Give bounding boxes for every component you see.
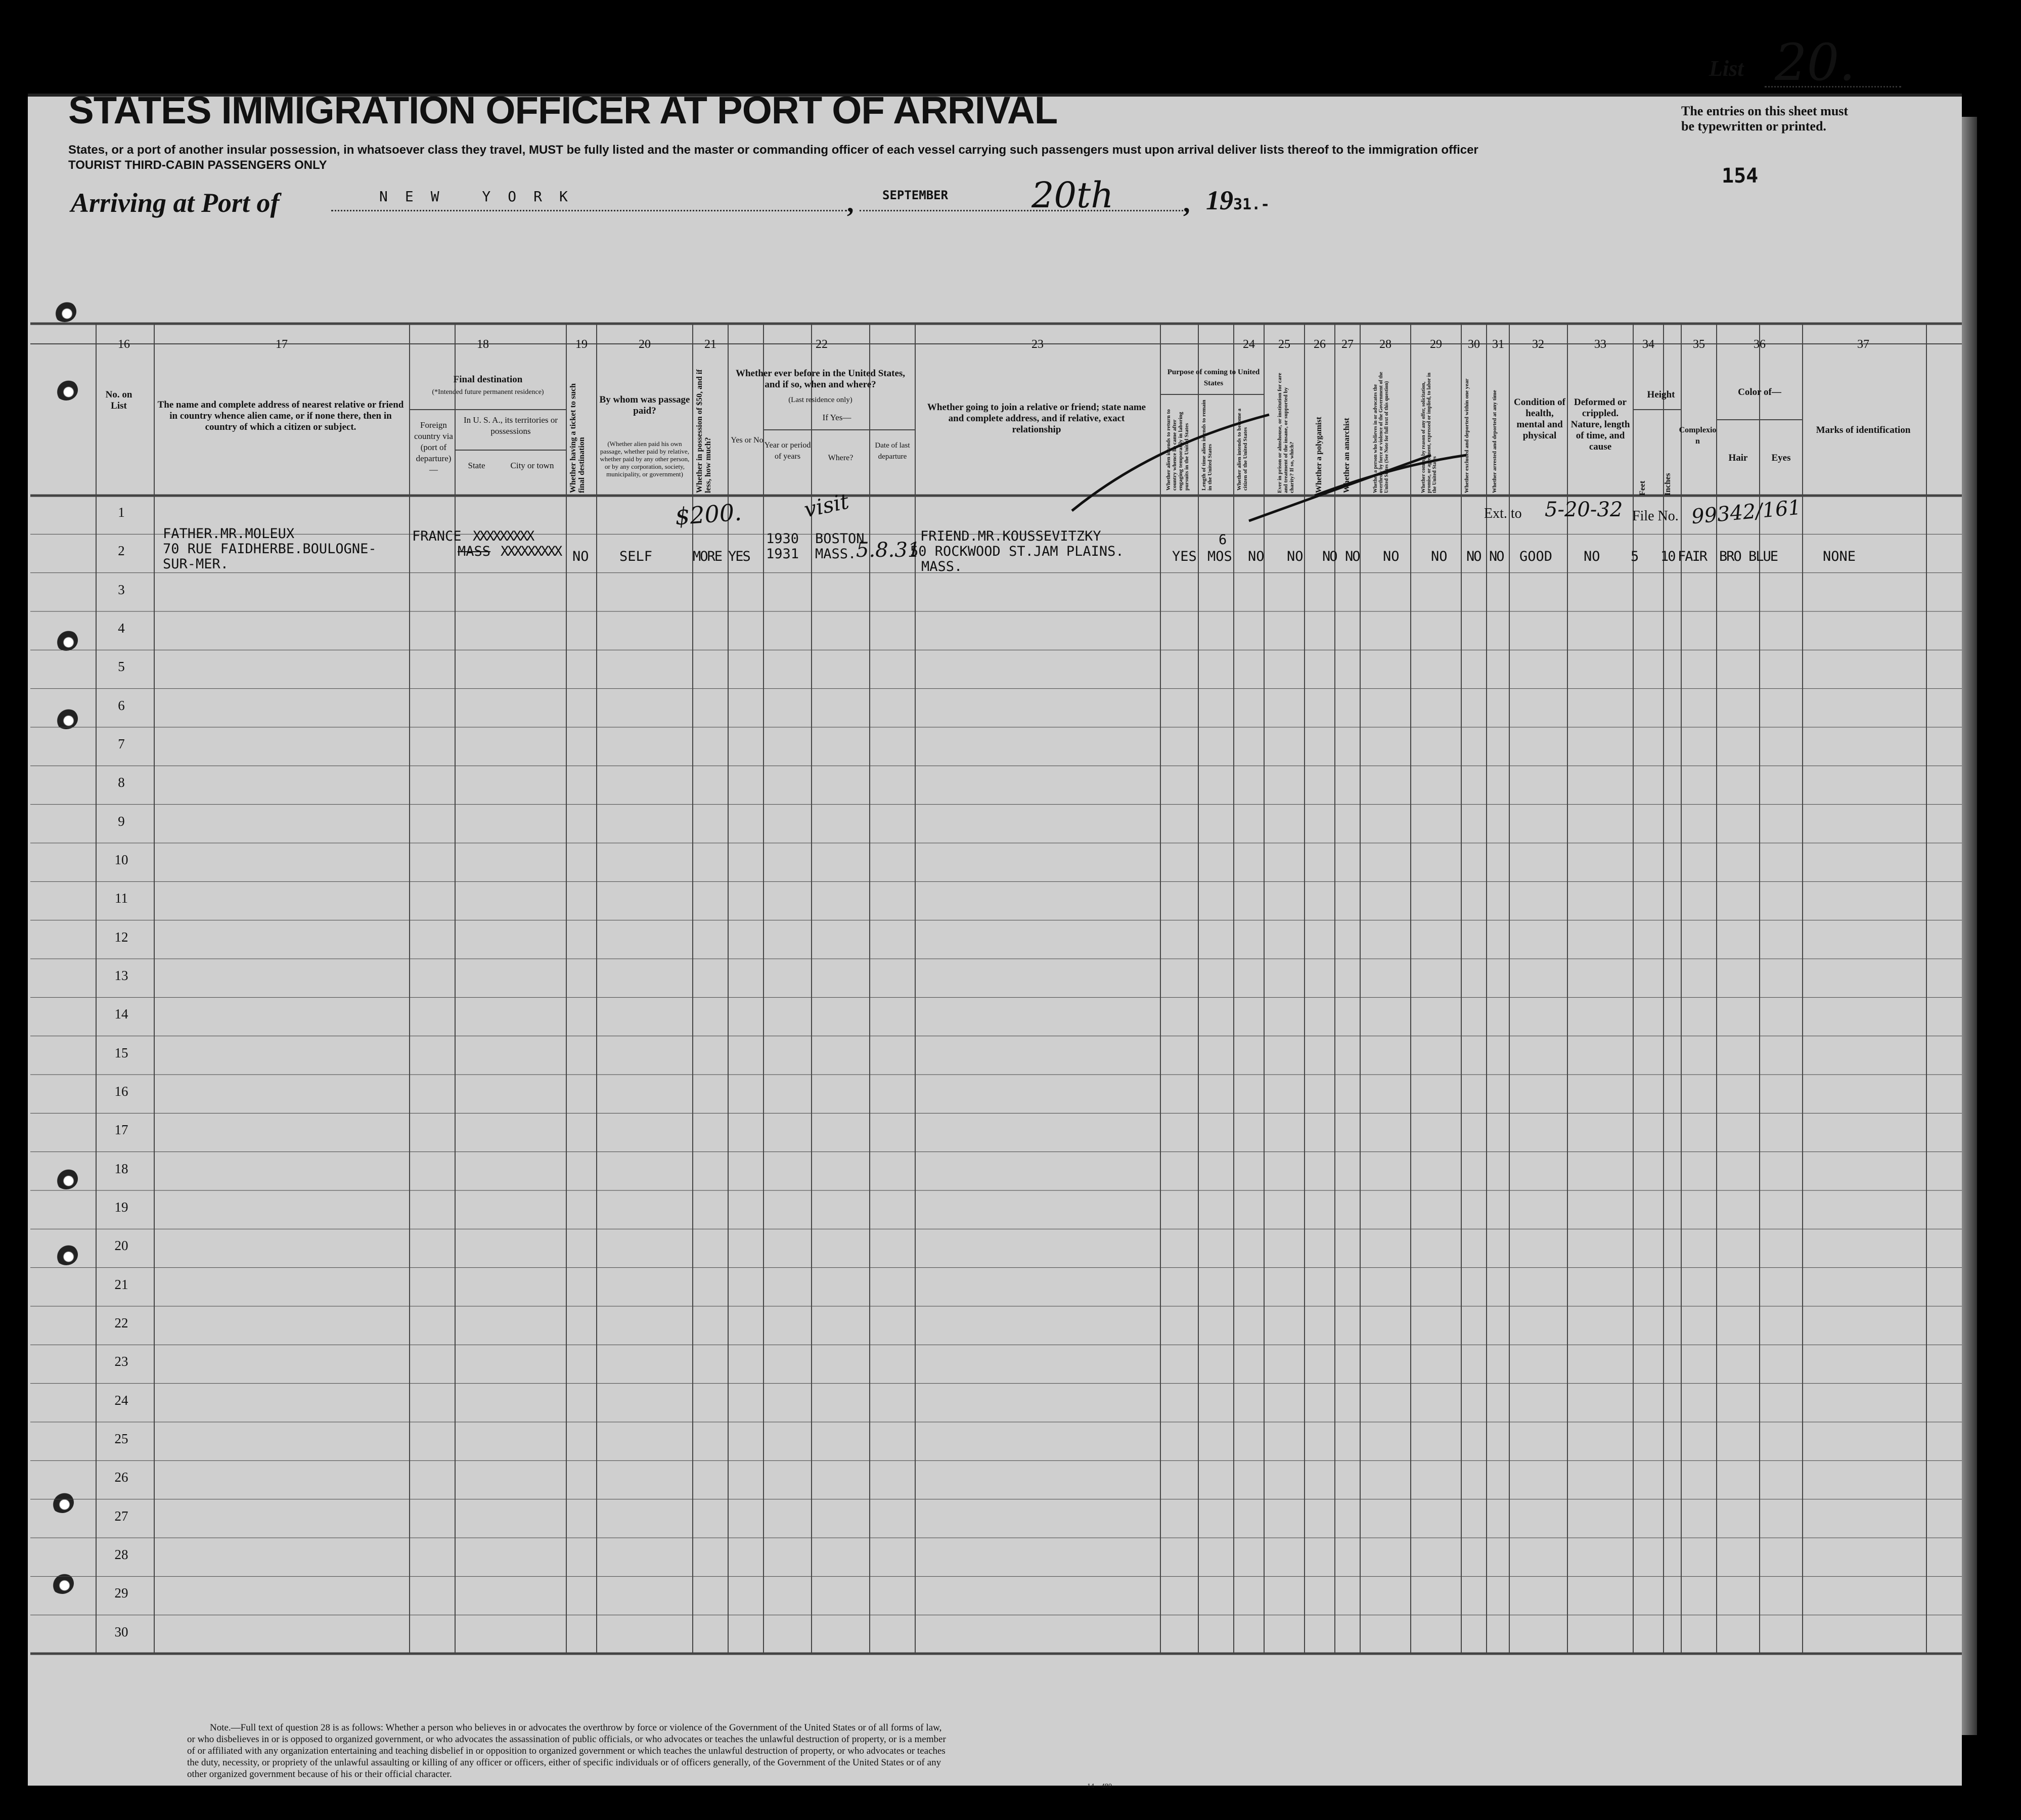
purpose-return: YES xyxy=(1172,549,1197,564)
money-handwritten: $200. xyxy=(674,498,743,530)
header-color-of: Color of— xyxy=(1738,387,1781,397)
footnote-line: Note.—Full text of question 28 is as follows: Whether a person who believes in or advocates the overthrow by force or violence of the Government of the United States or of all forms of law, xyxy=(210,1722,942,1733)
header-passage-paid-note: (Whether alien paid his own passage, whether paid by relative, whether paid by any other person, or by any corporation, society, municipality, or government) xyxy=(600,440,690,478)
row-number: 9 xyxy=(118,813,125,829)
row-number: 20 xyxy=(114,1238,128,1254)
row-number: 18 xyxy=(114,1161,128,1176)
relative-address-city: SUR-MER. xyxy=(163,556,229,572)
column-number: 36 xyxy=(1754,338,1766,351)
column-number: 20 xyxy=(639,338,651,351)
arrival-day: 20th xyxy=(1031,174,1114,216)
health-answer: GOOD xyxy=(1519,549,1553,564)
ticket-answer: NO xyxy=(572,549,589,564)
column-number: 25 xyxy=(1278,338,1290,351)
header-date-last-departure: Date of last departure xyxy=(875,441,910,461)
destination-crossed-out: XXXXXXXXX xyxy=(473,528,533,544)
row-number: 2 xyxy=(118,543,125,559)
row-number: 25 xyxy=(114,1431,128,1446)
row-number: 17 xyxy=(114,1122,128,1138)
joining-name: FRIEND.MR.KOUSSEVITZKY xyxy=(920,528,1101,544)
column-number: 16 xyxy=(118,338,130,351)
header-possession-50: Whether in possession of $50, and if less, how much? xyxy=(695,369,712,493)
before-in-us-answer: YES xyxy=(728,549,750,564)
foreign-country: FRANCE xyxy=(412,528,462,544)
row-number: 3 xyxy=(118,582,125,597)
page-number: 154 xyxy=(1722,164,1759,188)
row-number: 11 xyxy=(115,891,128,906)
header-state: State xyxy=(468,461,485,470)
comma: , xyxy=(1183,188,1190,218)
file-number-label: File No. xyxy=(1632,508,1679,524)
row-number: 8 xyxy=(118,775,125,790)
instructions-line: States, or a port of another insular possession, in whatsoever class they travel, MUST be fully listed and the master or commanding officer of each vessel carrying such passengers must upon arrival deliver lists thereof to the immigration officer xyxy=(68,143,1478,157)
header-joining: Whether going to join a relative or friend; state name and complete address, and if relative, exact relationship xyxy=(927,402,1146,435)
file-number: 99342/161 xyxy=(1690,496,1802,529)
column-number: 24 xyxy=(1243,338,1255,351)
column-number: 30 xyxy=(1468,338,1480,351)
column-number: 19 xyxy=(575,338,588,351)
column-number: 29 xyxy=(1430,338,1442,351)
header-where: Where? xyxy=(828,454,854,462)
column-number: 32 xyxy=(1532,338,1544,351)
row-number: 15 xyxy=(114,1045,128,1060)
intends-citizen: NO xyxy=(1248,549,1265,564)
header-q28-overthrow: Whether a person who believes in or advocates the overthrow by force or violence of the Government of the United States (See Note for full text of this question) xyxy=(1373,372,1389,493)
header-eyes: Eyes xyxy=(1771,453,1791,463)
header-final-destination: Final destination xyxy=(453,374,523,385)
prison-answer: NO xyxy=(1287,549,1304,564)
header-ticket: Whether having a ticket to such final destination xyxy=(569,383,586,493)
row-number: 5 xyxy=(118,659,125,675)
joining-address-state: MASS. xyxy=(921,559,963,574)
header-foreign-country: Foreign country via (port of departure)— xyxy=(414,420,453,474)
q31-answer: NO xyxy=(1489,549,1504,564)
header-relative-abroad: The name and complete address of nearest relative or friend in country whence alien came, or if none there, then in country of which a citizen or subject. xyxy=(157,399,404,432)
header-purpose-length: Length of time alien intends to remain in the United States xyxy=(1201,399,1213,491)
visit-handwritten: visit xyxy=(801,489,851,522)
header-q31-arrested: Whether arrested and deported at any time xyxy=(1492,390,1498,493)
footnote-line: or who disbelieves in or is opposed to organized government, or who advocates the assassination of public officials, or who advocates or teaches the unlawful destruction of property, or is a member xyxy=(187,1734,946,1745)
typewritten-note: The entries on this sheet must xyxy=(1681,104,1849,118)
row-number: 1 xyxy=(118,505,125,520)
arrival-port: NEW YORK xyxy=(379,188,585,205)
header-health: Condition of health, mental and physical xyxy=(1514,397,1565,441)
header-q30-excluded: Whether excluded and deported within one year xyxy=(1464,378,1470,493)
arrival-month: SEPTEMBER xyxy=(882,188,949,202)
header-hair: Hair xyxy=(1728,453,1748,463)
column-number: 21 xyxy=(704,338,716,351)
footnote-line: of or affiliated with any organization entertaining and teaching disbelief in or opposition to organized government or which teaches the unlawful destruction of property, or who advocates or teaches xyxy=(187,1746,946,1756)
header-q27-anarchist: Whether an anarchist xyxy=(1342,418,1351,493)
row-number: 28 xyxy=(114,1547,128,1562)
header-marks: Marks of identification xyxy=(1816,425,1911,435)
header-before-in-us-note: (Last residence only) xyxy=(788,396,852,404)
year-1: 1930 xyxy=(766,531,799,547)
row-number: 12 xyxy=(114,929,128,945)
header-complexion: Complexion xyxy=(1679,426,1717,446)
destination-city-crossed-out: XXXXXXXXX xyxy=(501,544,561,559)
header-q25-prison: Ever in prison or almshouse, or institution for care and treatment of the insane, or supported by charity? If so, which? xyxy=(1277,373,1295,493)
column-number: 37 xyxy=(1857,338,1869,351)
arrival-year: 1931.- xyxy=(1206,185,1270,215)
form-code: 14—480 xyxy=(1087,1783,1112,1790)
footnote-line: the duty, necessity, or propriety of the unlawful assaulting or killing of any officer or officers, either of specific individuals or of officers generally, of the Government of the United States or of any xyxy=(187,1757,941,1768)
handwritten-check-stroke xyxy=(1249,455,1431,521)
column-number: 18 xyxy=(477,338,489,351)
column-number: 33 xyxy=(1594,338,1606,351)
row-number: 22 xyxy=(114,1315,128,1330)
extension-date: 5-20-32 xyxy=(1545,498,1623,521)
row-number: 29 xyxy=(114,1585,128,1601)
joining-address: 50 ROCKWOOD ST.JAM PLAINS. xyxy=(910,544,1124,559)
row-number: 23 xyxy=(114,1354,128,1369)
header-deformed: Deformed or crippled. Nature, length of time, and cause xyxy=(1570,397,1630,452)
header-before-in-us: Whether ever before in the United States, and if so, when and where? xyxy=(735,368,906,390)
header-inches: Inches xyxy=(1664,473,1672,496)
destination-state: MASS xyxy=(458,544,491,559)
header-passage-paid: By whom was passage paid? xyxy=(599,394,690,416)
footnote-line: other organized government because of his or their official character. xyxy=(187,1769,452,1780)
money-answer: MORE xyxy=(693,549,722,564)
header-no-on-list: No. on List xyxy=(105,389,132,411)
q30-answer: NO xyxy=(1466,549,1481,564)
header-if-yes: If Yes— xyxy=(822,413,851,422)
page-title: STATES IMMIGRATION OFFICER AT PORT OF ARRIVAL xyxy=(68,89,1058,132)
column-number: 35 xyxy=(1693,338,1705,351)
relative-address: 70 RUE FAIDHERBE.BOULOGNE- xyxy=(163,541,377,557)
where-1: BOSTON xyxy=(815,531,865,547)
row-number: 10 xyxy=(114,852,128,867)
row-number: 19 xyxy=(114,1200,128,1215)
relative-name: FATHER.MR.MOLEUX xyxy=(163,526,295,542)
hair-color: BRO xyxy=(1719,549,1741,564)
passage-paid-by: SELF xyxy=(619,549,653,564)
column-number: 31 xyxy=(1492,338,1504,351)
header-height: Height xyxy=(1647,389,1675,400)
column-number: 17 xyxy=(276,338,288,351)
arriving-label: Arriving at Port of xyxy=(71,188,280,218)
column-number: 23 xyxy=(1031,338,1044,351)
header-in-usa: In U. S. A., its territories or possessions xyxy=(463,415,558,436)
column-number: 22 xyxy=(816,338,828,351)
header-year-period: Year or period of years xyxy=(764,441,811,461)
q28-answer: NO xyxy=(1383,549,1400,564)
row-number: 24 xyxy=(114,1392,128,1408)
complexion-answer: FAIR xyxy=(1678,549,1707,564)
column-number: 26 xyxy=(1314,338,1326,351)
row-number: 4 xyxy=(118,620,125,636)
header-q26-polygamist: Whether a polygamist xyxy=(1315,417,1323,493)
passenger-class-line: TOURIST THIRD-CABIN PASSENGERS ONLY xyxy=(68,158,327,172)
row-number: 14 xyxy=(114,1006,128,1022)
stay-length-number: 6 xyxy=(1219,532,1227,548)
header-yes-no: Yes or No xyxy=(731,436,764,445)
column-number: 28 xyxy=(1379,338,1391,351)
header-purpose-return: Whether alien intends to return to country whence he came after engaging temporarily in laboring pursuits in the United States xyxy=(1165,409,1190,491)
header-feet: Feet xyxy=(1638,480,1647,496)
header-purpose: Purpose of coming to United States xyxy=(1167,368,1260,387)
comma: , xyxy=(847,188,854,218)
date-last-departure: 5.8.31 xyxy=(856,539,921,562)
extension-label: Ext. to xyxy=(1484,506,1522,521)
height-inches: 10 xyxy=(1660,549,1675,564)
header-city: City or town xyxy=(510,461,554,470)
row-number: 7 xyxy=(118,736,125,751)
where-2: MASS. xyxy=(815,546,857,562)
anarchist-answer: NO xyxy=(1345,549,1360,564)
eye-color: BLUE xyxy=(1748,549,1778,564)
list-label: List xyxy=(1709,56,1744,81)
stay-length-unit: MOS xyxy=(1207,549,1232,564)
header-final-destination-note: (*Intended future permanent residence) xyxy=(432,388,544,396)
row-number: 30 xyxy=(114,1624,128,1639)
row-number: 6 xyxy=(118,697,125,713)
marks-answer: NONE xyxy=(1823,549,1856,564)
deformed-answer: NO xyxy=(1584,549,1600,564)
row-number: 13 xyxy=(114,968,128,983)
list-number: 20. xyxy=(1775,33,1856,92)
row-number: 26 xyxy=(114,1470,128,1485)
column-number: 34 xyxy=(1642,338,1654,351)
row-number: 16 xyxy=(114,1084,128,1099)
row-number: 27 xyxy=(114,1508,128,1524)
header-q29-labor: Whether coming by reason of any offer, solicitation, promise, or agreement, expressed or implied, to labor in the United States xyxy=(1421,372,1438,493)
typewritten-note: be typewritten or printed. xyxy=(1681,119,1826,134)
polygamist-answer: NO xyxy=(1322,549,1337,564)
column-number: 27 xyxy=(1341,338,1354,351)
header-purpose-citizen: Whether alien intends to become a citizen of the United States xyxy=(1236,408,1248,491)
height-feet: 5 xyxy=(1631,549,1639,564)
q29-answer: NO xyxy=(1431,549,1448,564)
year-2: 1931 xyxy=(766,546,799,562)
row-number: 21 xyxy=(114,1276,128,1292)
